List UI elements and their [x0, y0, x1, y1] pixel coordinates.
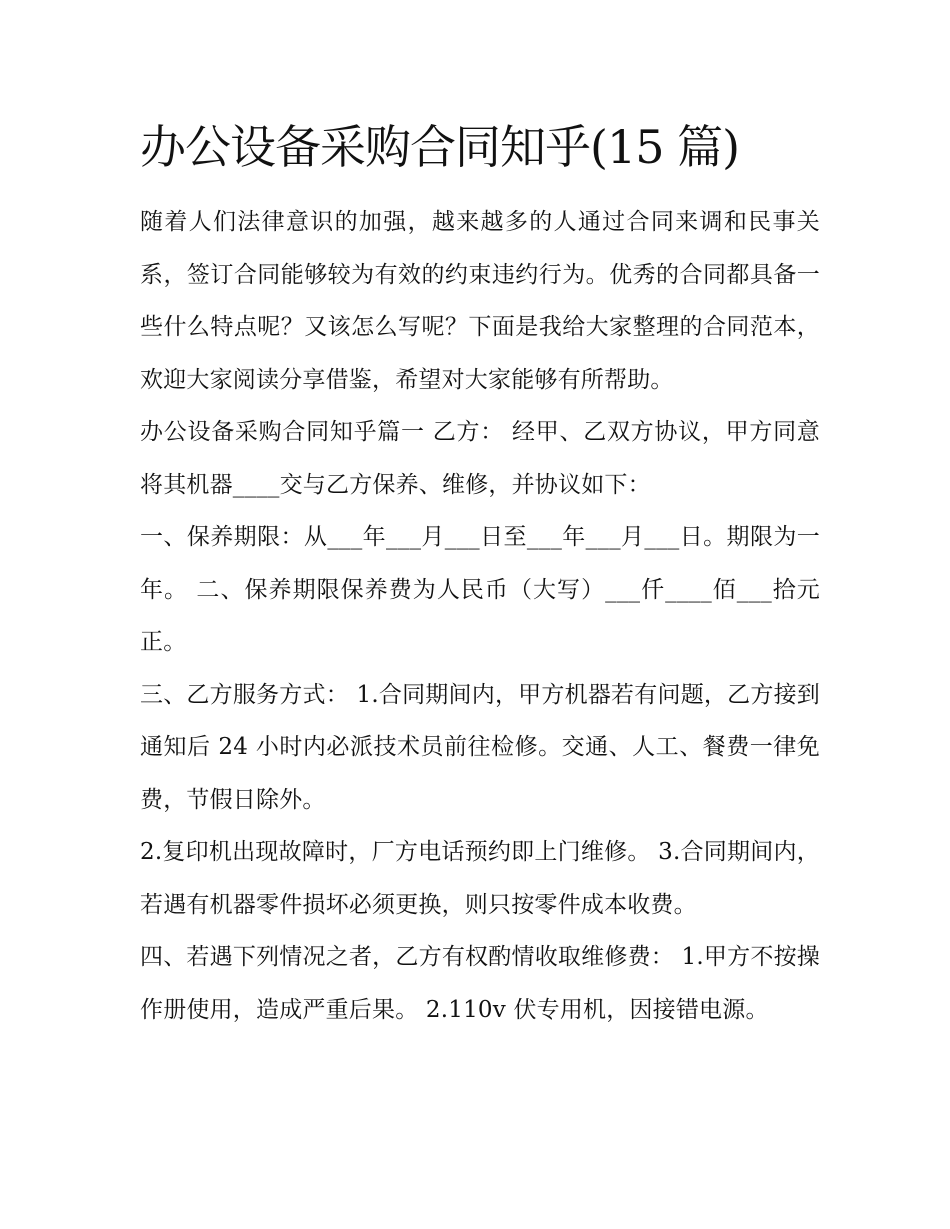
paragraph-repair-fees: 四、若遇下列情况之者，乙方有权酌情收取维修费： 1.甲方不按操作册使用，造成严重后果。 2.110v 伏专用机，因接错电源。 — [140, 944, 820, 1023]
document-title: 办公设备采购合同知乎(15 篇) — [140, 120, 740, 174]
paragraph-maintenance-period: 一、保养期限：从___年___月___日至___年___月___日。期限为一年。 二、保养期限保养费为人民币（大写）___仟____佰___拾元正。 — [140, 524, 820, 655]
paragraph-intro: 随着人们法律意识的加强，越来越多的人通过合同来调和民事关系，签订合同能够较为有效的约束违约行为。优秀的合同都具备一些什么特点呢？又该怎么写呢？下面是我给大家整理的合同范本，欢迎大家阅读分享借鉴，希望对大家能够有所帮助。 — [140, 209, 820, 393]
paragraph-contract-opening: 办公设备采购合同知乎篇一 乙方： 经甲、乙双方协议，甲方同意将其机器____交与乙方保养、维修，并协议如下： — [140, 419, 820, 498]
paragraph-service-method: 三、乙方服务方式： 1.合同期间内，甲方机器若有问题，乙方接到通知后 24 小时内必派技术员前往检修。交通、人工、餐费一律免费，节假日除外。 — [140, 681, 820, 813]
paragraph-repair-terms: 2.复印机出现故障时，厂方电话预约即上门维修。 3.合同期间内，若遇有机器零件损坏必须更换，则只按零件成本收费。 — [140, 839, 820, 918]
document-page — [140, 112, 820, 1036]
